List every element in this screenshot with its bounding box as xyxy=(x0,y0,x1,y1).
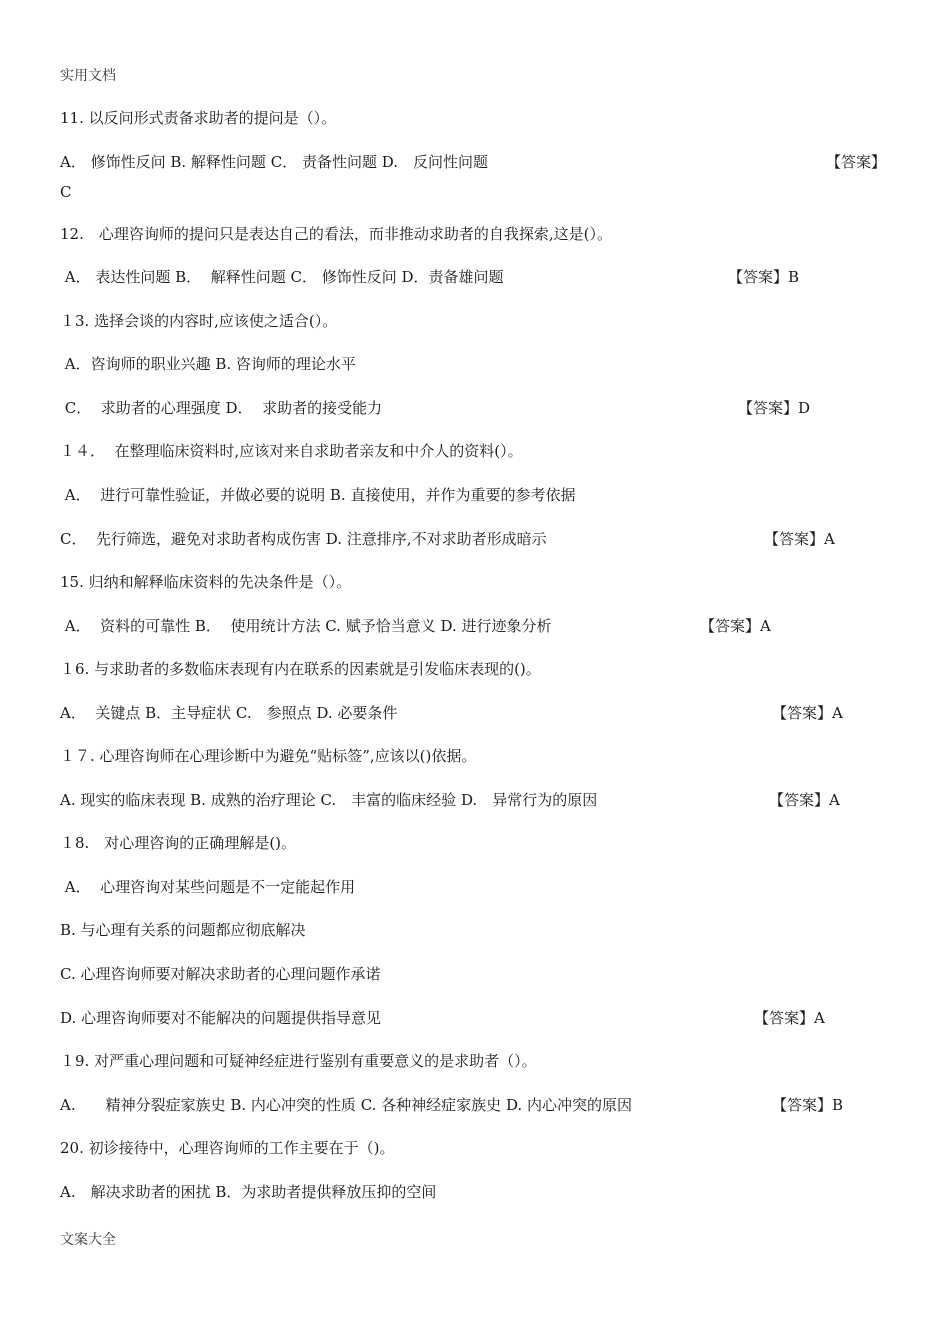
question-13-options-cd: C． 求助者的心理强度 D． 求助者的接受能力 xyxy=(60,399,383,417)
question-11: 11. 以反问形式责备求助者的提问是（）。 xyxy=(60,109,337,127)
question-17-answer: 【答案】A xyxy=(769,791,840,809)
question-20: 20. 初诊接待中，心理咨询师的工作主要在于（)。 xyxy=(60,1139,395,1157)
question-16-answer: 【答案】A xyxy=(772,704,843,722)
question-11-answer-label: 【答案】 xyxy=(826,153,887,171)
question-18-option-d: D. 心理咨询师要对不能解决的问题提供指导意见 xyxy=(60,1009,382,1027)
question-14-options-cd: C． 先行筛选，避免对求助者构成伤害 D. 注意排序,不对求助者形成暗示 xyxy=(60,530,547,548)
question-18-option-c: C. 心理咨询师要对解决求助者的心理问题作承诺 xyxy=(60,965,381,983)
question-13-options-ab: A．咨询师的职业兴趣 B. 咨询师的理论水平 xyxy=(60,355,356,373)
question-13: １3. 选择会谈的内容时,应该使之适合(）。 xyxy=(60,312,338,330)
question-15: 15. 归纳和解释临床资料的先决条件是（）。 xyxy=(60,573,352,591)
question-13-answer: 【答案】D xyxy=(738,399,811,417)
question-20-options: A. 解决求助者的困扰 B．为求助者提供释放压抑的空间 xyxy=(60,1183,437,1201)
question-19: １9. 对严重心理问题和可疑神经症进行鉴别有重要意义的是求助者（）。 xyxy=(60,1052,537,1070)
question-15-answer: 【答案】A xyxy=(700,617,771,635)
question-15-options: A． 资料的可靠性 B． 使用统计方法 C. 赋予恰当意义 D. 进行迹象分析 xyxy=(60,617,552,635)
question-16-options: A． 关键点 B．主导症状 C. 参照点 D. 必要条件 xyxy=(60,704,398,722)
question-12-answer: 【答案】B xyxy=(728,268,800,286)
question-11-answer-value: C xyxy=(60,183,72,201)
question-14-answer: 【答案】A xyxy=(764,530,835,548)
question-14: １４． 在整理临床资料时,应该对来自求助者亲友和中介人的资料(）。 xyxy=(60,442,523,460)
question-17: １７. 心理咨询师在心理诊断中为避免“贴标签”,应该以()依据。 xyxy=(60,747,477,765)
question-17-options: A. 现实的临床表现 B. 成熟的治疗理论 C. 丰富的临床经验 D. 异常行为的原因 xyxy=(60,791,598,809)
question-11-options: A． 修饰性反问 B. 解释性问题 C． 责备性问题 D. 反问性问题 xyxy=(60,153,488,171)
question-12-options: A． 表达性问题 B． 解释性问题 C． 修饰性反问 D．责备雄问题 xyxy=(60,268,504,286)
question-12: 12. 心理咨询师的提问只是表达自己的看法，而非推动求助者的自我探索,这是(）。 xyxy=(60,225,612,243)
question-18: １8. 对心理咨询的正确理解是()。 xyxy=(60,834,297,852)
page-footer: 文案大全 xyxy=(60,1232,116,1248)
question-18-answer: 【答案】A xyxy=(754,1009,825,1027)
question-18-option-a: A． 心理咨询对某些问题是不一定能起作用 xyxy=(60,878,356,896)
question-19-options: A. 精神分裂症家族史 B. 内心冲突的性质 C. 各种神经症家族史 D. 内心冲突的原因 xyxy=(60,1096,632,1114)
question-18-option-b: B. 与心理有关系的问题都应彻底解决 xyxy=(60,921,306,939)
question-19-answer: 【答案】B xyxy=(772,1096,844,1114)
question-16: １6. 与求助者的多数临床表现有内在联系的因素就是引发临床表现的()。 xyxy=(60,660,541,678)
page-header: 实用文档 xyxy=(60,68,116,84)
question-14-options-ab: A． 进行可靠性验证，并做必要的说明 B. 直接使用，并作为重要的参考依据 xyxy=(60,486,576,504)
